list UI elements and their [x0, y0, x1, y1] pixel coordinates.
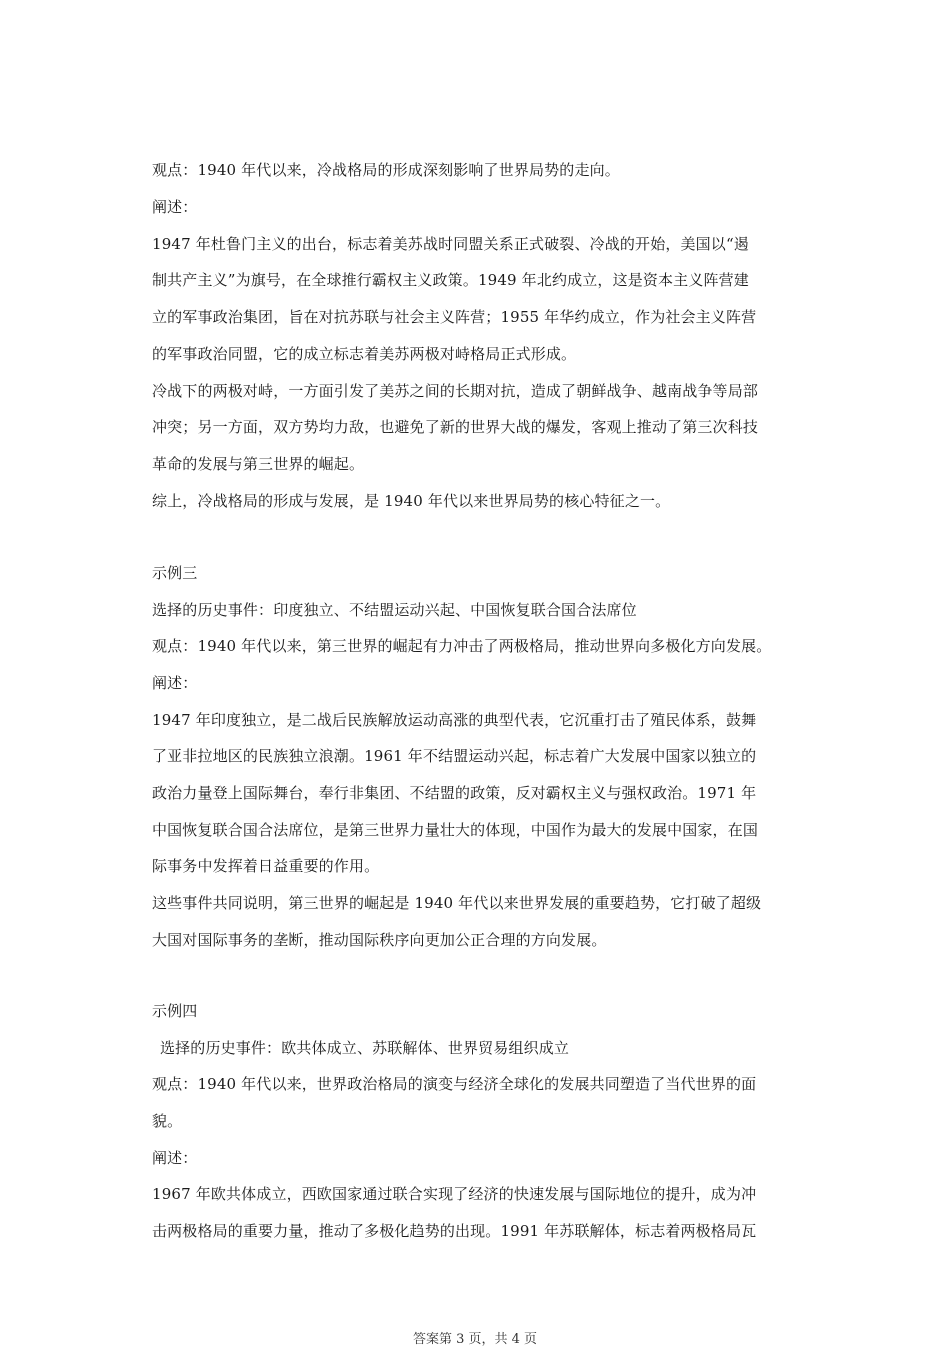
text-line: 选择的历史事件：欧共体成立、苏联解体、世界贸易组织成立 — [160, 1039, 570, 1057]
text-line: 击两极格局的重要力量，推动了多极化趋势的出现。1991 年苏联解体，标志着两极格局瓦 — [152, 1222, 757, 1240]
text-line: 冲突；另一方面，双方势均力敌，也避免了新的世界大战的爆发，客观上推动了第三次科技 — [152, 418, 759, 436]
text-line: 1967 年欧共体成立，西欧国家通过联合实现了经济的快速发展与国际地位的提升，成为冲 — [152, 1185, 757, 1203]
text-line: 立的军事政治集团，旨在对抗苏联与社会主义阵营；1955 年华约成立，作为社会主义阵营 — [152, 308, 757, 326]
section-heading: 示例四 — [152, 1002, 198, 1020]
text-line: 阐述： — [152, 674, 198, 692]
page-footer: 答案第 3 页，共 4 页 — [412, 1332, 538, 1347]
text-line: 观点：1940 年代以来，第三世界的崛起有力冲击了两极格局，推动世界向多极化方向发展。 — [152, 637, 772, 655]
text-line: 观点：1940 年代以来，冷战格局的形成深刻影响了世界局势的走向。 — [152, 161, 620, 179]
text-line: 中国恢复联合国合法席位，是第三世界力量壮大的体现，中国作为最大的发展中国家，在国 — [152, 821, 759, 839]
text-line: 选择的历史事件：印度独立、不结盟运动兴起、中国恢复联合国合法席位 — [152, 601, 637, 619]
text-line: 了亚非拉地区的民族独立浪潮。1961 年不结盟运动兴起，标志着广大发展中国家以独立的 — [152, 747, 757, 765]
text-line: 阐述： — [152, 1149, 198, 1167]
text-line: 观点：1940 年代以来，世界政治格局的演变与经济全球化的发展共同塑造了当代世界的面 — [152, 1075, 757, 1093]
text-line: 1947 年杜鲁门主义的出台，标志着美苏战时同盟关系正式破裂、冷战的开始，美国以“遏 — [152, 235, 749, 253]
text-line: 阐述： — [152, 198, 198, 216]
text-line: 制共产主义”为旗号，在全球推行霸权主义政策。1949 年北约成立，这是资本主义阵营建 — [152, 271, 749, 289]
text-line: 革命的发展与第三世界的崛起。 — [152, 455, 365, 473]
text-line: 貌。 — [152, 1112, 183, 1130]
text-line: 政治力量登上国际舞台，奉行非集团、不结盟的政策，反对霸权主义与强权政治。1971 年 — [152, 784, 757, 802]
text-line: 这些事件共同说明，第三世界的崛起是 1940 年代以来世界发展的重要趋势，它打破了超级 — [152, 894, 762, 912]
text-line: 大国对国际事务的垄断，推动国际秩序向更加公正合理的方向发展。 — [152, 931, 607, 949]
text-line: 冷战下的两极对峙，一方面引发了美苏之间的长期对抗，造成了朝鲜战争、越南战争等局部 — [152, 382, 759, 400]
text-line: 际事务中发挥着日益重要的作用。 — [152, 857, 380, 875]
text-line: 的军事政治同盟，它的成立标志着美苏两极对峙格局正式形成。 — [152, 345, 577, 363]
section-heading: 示例三 — [152, 564, 198, 582]
text-line: 综上，冷战格局的形成与发展，是 1940 年代以来世界局势的核心特征之一。 — [152, 492, 671, 510]
text-line: 1947 年印度独立，是二战后民族解放运动高涨的典型代表，它沉重打击了殖民体系，鼓舞 — [152, 711, 757, 729]
